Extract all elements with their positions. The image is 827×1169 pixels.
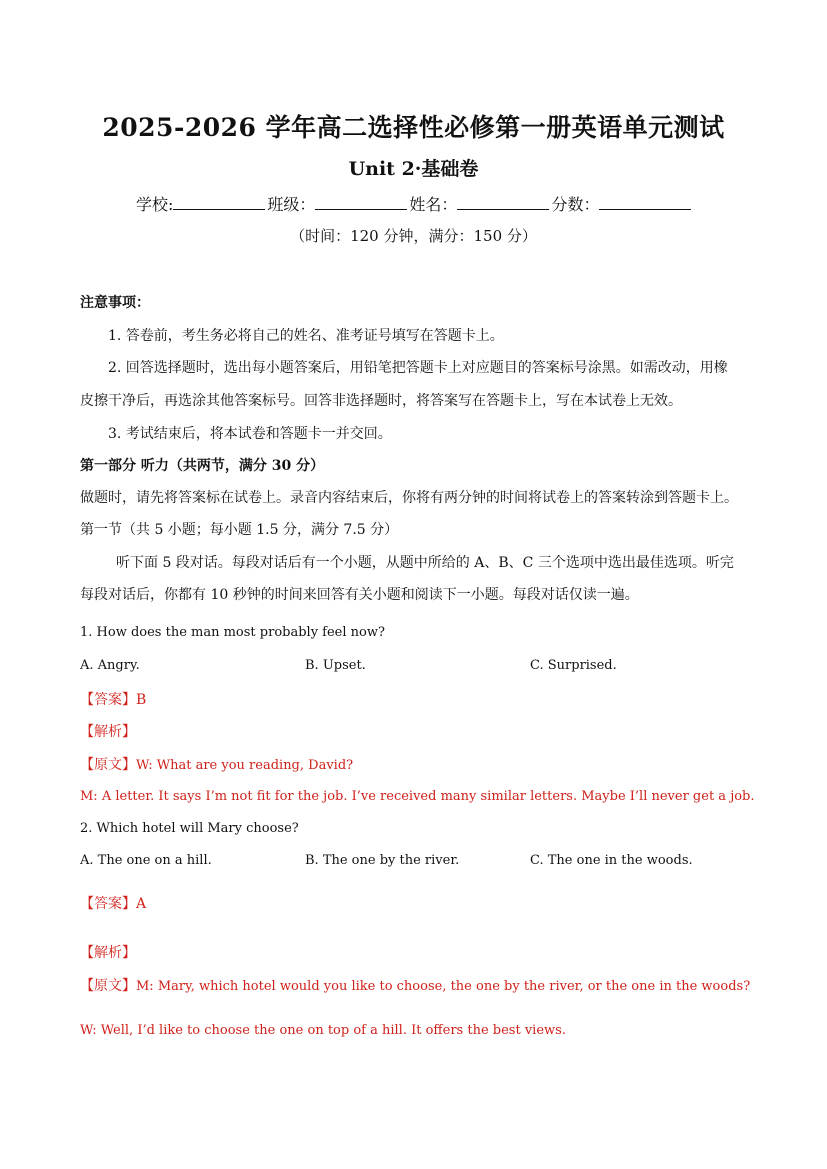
answer-label: 【答案】	[80, 896, 136, 912]
score-blank	[599, 195, 691, 210]
page-title: 2025-2026 学年高二选择性必修第一册英语单元测试	[102, 113, 725, 142]
question-1-stem: 1. How does the man most probably feel now?	[80, 625, 385, 640]
script-line: W: What are you reading, David?	[136, 758, 354, 773]
note-item-3: 3. 考试结束后，将本试卷和答题卡一并交回。	[108, 426, 392, 442]
class-blank	[315, 195, 407, 210]
question-1-option-b: B. Upset.	[305, 658, 366, 673]
question-2-stem: 2. Which hotel will Mary choose?	[80, 821, 299, 836]
student-info-line	[136, 192, 693, 215]
script-label: 【原文】	[80, 978, 136, 994]
question-2-analysis: 【解析】	[80, 945, 136, 961]
note-item-2-line1: 2. 回答选择题时，选出每小题答案后，用铅笔把答题卡上对应题目的答案标号涂黑。如需改动，用橡	[108, 360, 728, 376]
answer-label: 【答案】	[80, 692, 136, 708]
question-2-option-b: B. The one by the river.	[305, 853, 460, 868]
answer-value: B	[136, 692, 147, 708]
school-blank	[173, 195, 265, 210]
directions-line2: 每段对话后，你都有 10 秒钟的时间来回答有关小题和阅读下一小题。每段对话仅读一遍。	[80, 587, 639, 603]
name-label: 姓名：	[409, 195, 458, 214]
section1-heading: 第一节（共 5 小题；每小题 1.5 分，满分 7.5 分）	[80, 522, 399, 538]
question-2-script	[80, 975, 750, 995]
note-item-1: 1. 答卷前，考生务必将自己的姓名、准考证号填写在答题卡上。	[108, 328, 504, 344]
question-1-script-line2: M: A letter. It says I’m not fit for the job. I’ve received many similar letters. Maybe I’ll never get a job.	[80, 789, 755, 804]
answer-value: A	[136, 896, 147, 912]
question-1-answer	[80, 689, 146, 709]
question-1-script	[80, 754, 353, 774]
part1-heading: 第一部分 听力（共两节，满分 30 分）	[80, 458, 325, 474]
name-blank	[457, 195, 549, 210]
question-1-option-c: C. Surprised.	[530, 658, 617, 673]
school-label: 学校:	[136, 195, 174, 214]
question-2-option-c: C. The one in the woods.	[530, 853, 693, 868]
question-1-option-a: A. Angry.	[80, 658, 140, 673]
question-2-script-line2: W: Well, I’d like to choose the one on top of a hill. It offers the best views.	[80, 1023, 566, 1038]
part1-instruction: 做题时，请先将答案标在试卷上。录音内容结束后，你将有两分钟的时间将试卷上的答案转涂到答题卡上。	[80, 490, 738, 506]
note-item-2-line2: 皮擦干净后，再选涂其他答案标号。回答非选择题时，将答案写在答题卡上，写在本试卷上无效。	[80, 393, 682, 409]
question-2-option-a: A. The one on a hill.	[80, 853, 212, 868]
question-1-analysis: 【解析】	[80, 724, 136, 740]
directions-line1: 听下面 5 段对话。每段对话后有一个小题，从题中所给的 A、B、C 三个选项中选出最佳选项。听完	[116, 555, 734, 571]
exam-time: （时间：120 分钟，满分：150 分）	[290, 227, 537, 245]
notes-heading: 注意事项：	[80, 295, 150, 311]
score-label: 分数：	[551, 195, 600, 214]
script-label: 【原文】	[80, 757, 136, 773]
question-2-answer	[80, 893, 146, 913]
page-subtitle: Unit 2·基础卷	[348, 158, 479, 180]
class-label: 班级：	[267, 195, 316, 214]
script-line: M: Mary, which hotel would you like to choose, the one by the river, or the one in the woods?	[136, 979, 751, 994]
